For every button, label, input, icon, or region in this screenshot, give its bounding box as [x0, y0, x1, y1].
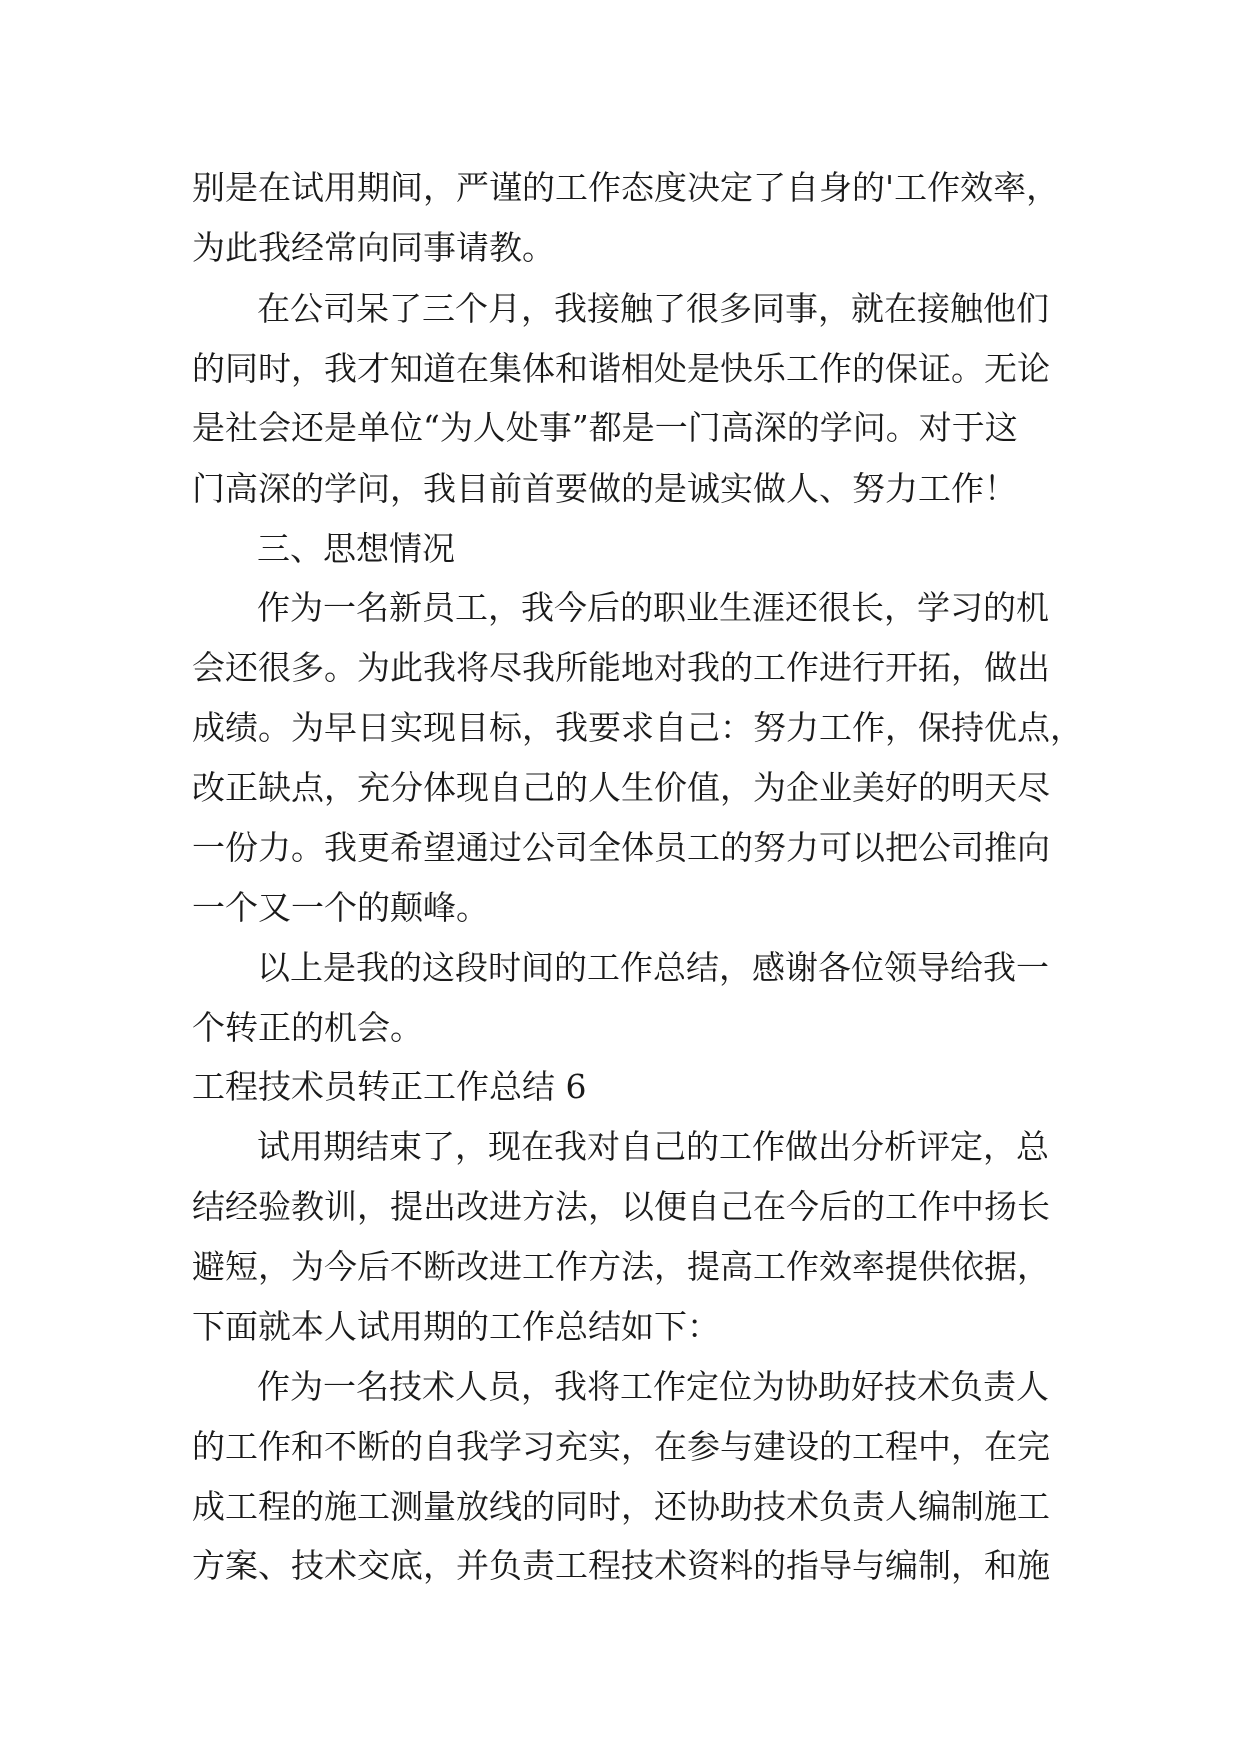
body-text-line: 避短，为今后不断改进工作方法，提高工作效率提供依据，	[192, 1247, 1050, 1286]
body-text-line: 方案、技术交底，并负责工程技术资料的指导与编制，和施	[192, 1546, 1050, 1585]
body-text-line: 作为一名技术人员，我将工作定位为协助好技术负责人	[257, 1367, 1049, 1406]
body-text-line: 为此我经常向同事请教。	[192, 228, 555, 267]
body-text-line: 在公司呆了三个月，我接触了很多同事，就在接触他们	[257, 289, 1049, 328]
body-text-line: 别是在试用期间，严谨的工作态度决定了自身的'工作效率，	[192, 168, 1060, 207]
body-text-line: 一份力。我更希望通过公司全体员工的努力可以把公司推向	[192, 828, 1050, 867]
body-text-line: 成工程的施工测量放线的同时，还协助技术负责人编制施工	[192, 1487, 1050, 1526]
body-text-line: 门高深的学问，我目前首要做的是诚实做人、努力工作！	[192, 469, 1017, 508]
body-text-line: 结经验教训，提出改进方法，以便自己在今后的工作中扬长	[192, 1187, 1050, 1226]
body-text-line: 个转正的机会。	[192, 1008, 423, 1047]
body-text-line: 下面就本人试用期的工作总结如下：	[192, 1307, 720, 1346]
body-text-line: 试用期结束了，现在我对自己的工作做出分析评定，总	[257, 1127, 1049, 1166]
body-text-line: 以上是我的这段时间的工作总结，感谢各位领导给我一	[257, 948, 1049, 987]
body-text-line: 作为一名新员工，我今后的职业生涯还很长，学习的机	[257, 588, 1049, 627]
section-heading: 三、思想情况	[257, 529, 455, 568]
body-text-line: 的同时，我才知道在集体和谐相处是快乐工作的保证。无论	[192, 349, 1050, 388]
body-text-line: 是社会还是单位“为人处事”都是一门高深的学问。对于这	[192, 408, 1018, 447]
body-text-line: 会还很多。为此我将尽我所能地对我的工作进行开拓，做出	[192, 648, 1050, 687]
body-text-line: 一个又一个的颠峰。	[192, 888, 489, 927]
body-text-line: 成绩。为早日实现目标，我要求自己：努力工作，保持优点，	[192, 708, 1083, 747]
body-text-line: 的工作和不断的自我学习充实，在参与建设的工程中，在完	[192, 1427, 1050, 1466]
article-heading: 工程技术员转正工作总结 6	[192, 1067, 587, 1106]
body-text-line: 改正缺点，充分体现自己的人生价值，为企业美好的明天尽	[192, 768, 1050, 807]
